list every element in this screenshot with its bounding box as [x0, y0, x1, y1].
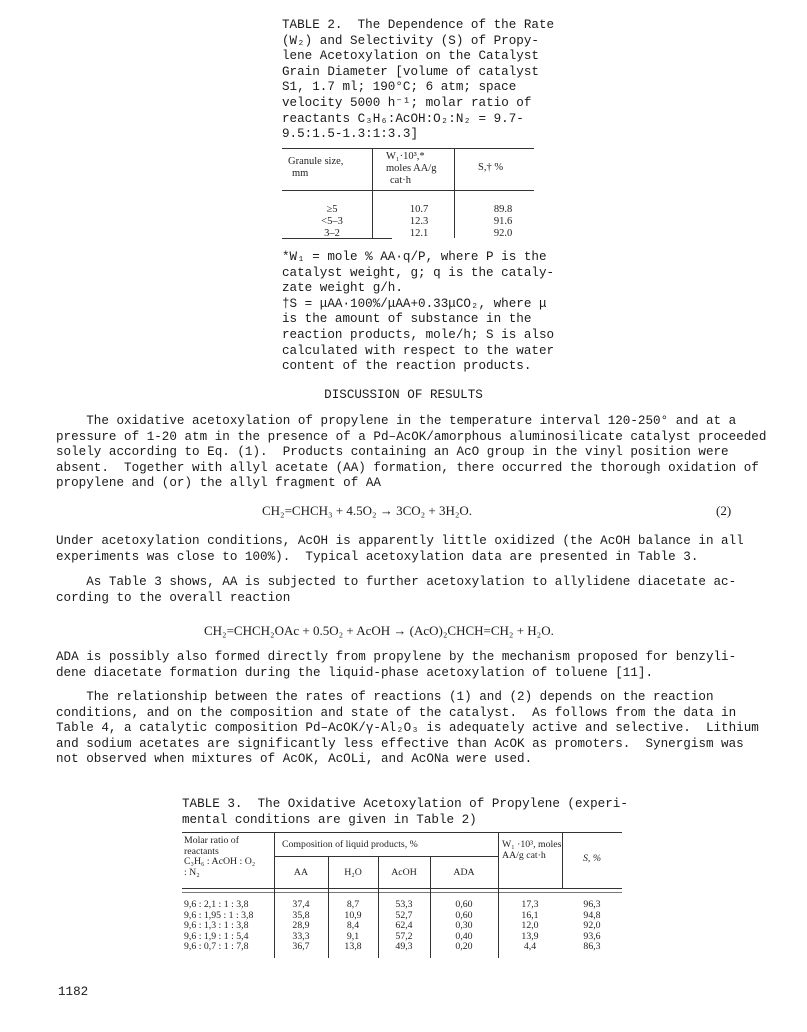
- table2-col-rate: [394, 204, 444, 240]
- table-cell: 86,3: [583, 941, 601, 953]
- equation-2: CH₂=CHCH₃ + 4.5O₂ → 3CO₂ + 3H₂O.: [262, 503, 473, 518]
- text-line: cording to the overall reaction: [56, 590, 291, 605]
- text-line: conditions, and on the composition and state of the catalyst. As follows from the data in: [56, 705, 737, 720]
- table3-header-s: S, %: [583, 853, 601, 864]
- table-cell: 10,9: [344, 909, 362, 921]
- text-line: absent. Together with allyl acetate (AA) formation, there occurred the thorough oxidation of: [56, 460, 759, 475]
- table-cell: 35,8: [292, 909, 310, 921]
- table-cell: 16,1: [521, 909, 539, 921]
- table-cell: 8,4: [346, 920, 360, 932]
- footnote-line: *W₁ = mole % AA·q/P, where P is the: [282, 250, 547, 264]
- caption-line: Grain Diameter [volume of catalyst: [282, 64, 539, 79]
- table3-col-ratio: [184, 900, 274, 953]
- table3-col-ada: [430, 900, 498, 953]
- table-cell: 0,20: [455, 941, 473, 953]
- text-line: The oxidative acetoxylation of propylene in the temperature interval 120-250° and at a: [56, 414, 737, 428]
- table-cell: 36,7: [292, 941, 310, 953]
- equation-2-number: (2): [716, 503, 732, 518]
- table3-header-composition: Composition of liquid products, %: [282, 839, 418, 850]
- caption-line: mental conditions are given in Table 2): [182, 812, 477, 827]
- table-cell: 9,6 : 1,9 : 1 : 5,4: [184, 930, 249, 942]
- footnote-line: content of the reaction products.: [282, 359, 532, 374]
- table-cell: 17,3: [521, 899, 539, 910]
- table-cell: 49,3: [395, 941, 413, 953]
- table-cell: 9,6 : 2,1 : 1 : 3,8: [184, 899, 249, 910]
- table3-header-w: W₁ ·10³, moles AA/g cat·h: [502, 839, 562, 861]
- table2-header-selectivity: S,† %: [478, 162, 504, 173]
- table-cell: 92,0: [583, 920, 601, 932]
- caption-line: velocity 5000 h⁻¹; molar ratio of: [282, 95, 532, 110]
- text-line: dene diacetate formation during the liquid-phase acetoxylation of toluene [11].: [56, 665, 654, 680]
- caption-line: TABLE 2. The Dependence of the Rate: [282, 18, 555, 32]
- table-cell: 57,2: [395, 930, 413, 942]
- table-cell: 53,3: [395, 899, 413, 910]
- table-cell: 37,4: [292, 899, 310, 910]
- table-cell: ≥5: [326, 204, 338, 215]
- footnote-line: reaction products, mole/h; S is also: [282, 327, 555, 342]
- table-cell: 12.3: [409, 216, 429, 227]
- table2-header-rate: W₁·10³,* moles AA/g cat·h: [386, 151, 437, 186]
- table3-col-aa: [274, 900, 328, 953]
- table-cell: 9,6 : 0,7 : 1 : 7,8: [184, 941, 249, 953]
- table-cell: 33,3: [292, 930, 310, 942]
- table2-header-granule: Granule size, mm: [288, 156, 344, 179]
- text-line: experiments was close to 100%). Typical acetoxylation data are presented in Table 3.: [56, 549, 699, 564]
- table-cell: 3–2: [324, 228, 340, 239]
- footnote-line: catalyst weight, g; q is the cataly-: [282, 265, 555, 280]
- table-cell: 89.8: [493, 204, 513, 215]
- table3-col-w: [498, 900, 562, 953]
- footnote-line: is the amount of substance in the: [282, 312, 532, 327]
- table-cell: 94,8: [583, 909, 601, 921]
- table2-caption: [282, 18, 554, 143]
- section-heading: DISCUSSION OF RESULTS: [324, 388, 483, 402]
- equation-3: CH₂=CHCH₂OAc + 0.5O₂ + AcOH → (AcO)₂CHCH=CH₂ + H₂O.: [204, 623, 554, 638]
- table-cell: 93,6: [583, 930, 601, 942]
- table2-col-selectivity: [478, 204, 528, 240]
- table3-header-ada: ADA: [453, 867, 475, 878]
- table-cell: 92.0: [493, 228, 513, 239]
- footnote-line: †S = μAA·100%/μAA+0.33μCO₂, where μ: [282, 296, 547, 311]
- table3-header-ratio: Molar ratio of reactants C₃H₆ : AcOH : O₂ : N₂: [184, 835, 256, 878]
- table3-col-h2o: [328, 900, 378, 953]
- text-line: The relationship between the rates of reactions (1) and (2) depends on the reaction: [56, 690, 714, 704]
- table-cell: 0,30: [455, 920, 473, 932]
- paragraph-1: [56, 414, 766, 492]
- text-line: pressure of 1-20 atm in the presence of a Pd–AcOK/amorphous aluminosilicate catalyst proceeded: [56, 429, 767, 444]
- table-cell: 10.7: [409, 204, 429, 215]
- paragraph-3: [56, 575, 736, 606]
- page-number: 1182: [58, 985, 89, 999]
- text-line: As Table 3 shows, AA is subjected to further acetoxylation to allylidene diacetate ac-: [56, 575, 737, 589]
- table3-header-h2o: H₂O: [344, 867, 362, 878]
- table-cell: 9,6 : 1,3 : 1 : 3,8: [184, 920, 249, 932]
- table3-col-acoh: [378, 900, 430, 953]
- table-cell: <5–3: [321, 216, 343, 227]
- footnote-line: calculated with respect to the water: [282, 343, 555, 358]
- table3-header-aa: AA: [293, 867, 309, 878]
- table-cell: 9,6 : 1,95 : 1 : 3,8: [184, 909, 254, 921]
- table3-col-s: [562, 900, 622, 953]
- caption-line: TABLE 3. The Oxidative Acetoxylation of Propylene (experi-: [182, 797, 628, 811]
- caption-line: reactants C₃H₆:AcOH:O₂:N₂ = 9.7-: [282, 111, 524, 126]
- caption-line: (W₂) and Selectivity (S) of Propy-: [282, 33, 539, 48]
- table2-footnotes: [282, 250, 554, 375]
- table3: [182, 832, 622, 960]
- caption-line: S1, 1.7 ml; 190°C; 6 atm; space: [282, 80, 517, 95]
- paragraph-5: [56, 690, 759, 768]
- table3-caption: [182, 797, 628, 828]
- table-cell: 0,60: [455, 899, 473, 910]
- table-cell: 0,40: [455, 930, 473, 942]
- table-cell: 12.1: [409, 228, 429, 239]
- text-line: and sodium acetates are significantly less effective than AcOK as promoters. Synergism was: [56, 736, 744, 751]
- table-cell: 9,1: [346, 930, 360, 942]
- table3-header-acoh: AcOH: [391, 867, 417, 878]
- text-line: Table 4, a catalytic composition Pd–AcOK/γ-Al₂O₃ is adequately active and selective. Lithium: [56, 721, 759, 736]
- table-cell: 96,3: [583, 899, 601, 910]
- text-line: solely according to Eq. (1). Products containing an AcO group in the vinyl position were: [56, 445, 729, 460]
- paragraph-2: [56, 534, 744, 565]
- table-cell: 13,9: [521, 930, 539, 942]
- text-line: Under acetoxylation conditions, AcOH is apparently little oxidized (the AcOH balance in all: [56, 534, 744, 548]
- table-cell: 4,4: [523, 941, 537, 953]
- text-line: ADA is possibly also formed directly from propylene by the mechanism proposed for benzyli-: [56, 650, 737, 664]
- table2-col-granule: [302, 204, 362, 240]
- table-cell: 0,60: [455, 909, 473, 921]
- table-cell: 52,7: [395, 909, 413, 921]
- table-cell: 28,9: [292, 920, 310, 932]
- caption-line: 9.5:1.5-1.3:1:3.3]: [282, 127, 419, 142]
- table-cell: 8,7: [346, 899, 360, 910]
- table-cell: 12,0: [521, 920, 539, 932]
- table-cell: 91.6: [493, 216, 513, 227]
- table-cell: 62,4: [395, 920, 413, 932]
- paragraph-4: [56, 650, 736, 681]
- text-line: not observed when mixtures of AcOK, AcOLi, and AcONa were used.: [56, 752, 533, 767]
- text-line: propylene and (or) the allyl fragment of AA: [56, 476, 381, 491]
- footnote-line: zate weight g/h.: [282, 281, 403, 296]
- caption-line: lene Acetoxylation on the Catalyst: [282, 49, 539, 64]
- table-cell: 13,8: [344, 941, 362, 953]
